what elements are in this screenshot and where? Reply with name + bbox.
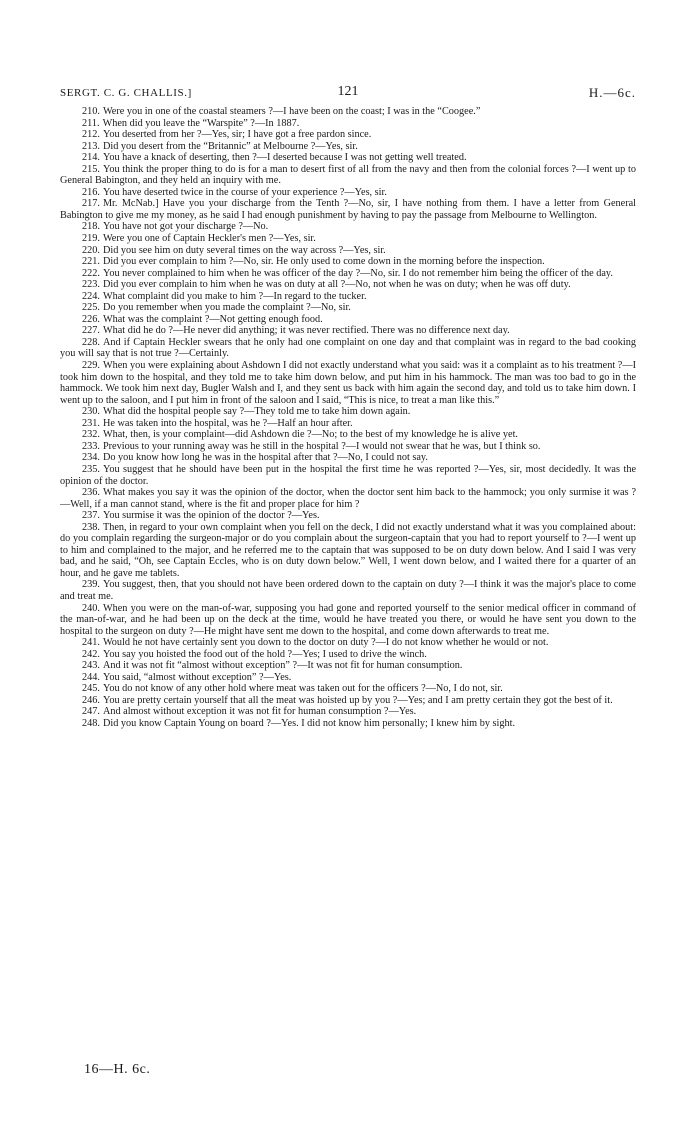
question-number: 214. xyxy=(82,152,100,164)
question-paragraph xyxy=(60,637,636,649)
question-paragraph xyxy=(60,360,636,406)
question-text: Mr. McNab.] Have you your discharge from the Tenth ?—No, sir, I have nothing from them. I have a letter from General Babington to give me my money, as he said I had enough punishment by having to pay the passage from Melbourne to Wellington. xyxy=(60,198,636,221)
question-number: 217. xyxy=(82,198,100,210)
question-paragraph xyxy=(60,256,636,268)
question-text: Did you desert from the “Britannic” at Melbourne ?—Yes, sir. xyxy=(102,140,358,152)
question-paragraph xyxy=(60,718,636,730)
question-text: What did the hospital people say ?—They told me to take him down again. xyxy=(102,406,411,418)
question-paragraph xyxy=(60,129,636,141)
page-number: 121 xyxy=(337,84,359,99)
question-text: Then, in regard to your own complaint when you fell on the deck, I did not exactly understand what it was you complained about: do you complain regarding the surgeon-major or do you complain about the surgeon-captain that you had to report yourself to ?—I went up to him and complained to the major, and he referred me to the captain that was supposed to be on duty down below. And I said I was very bad, and he said, “Oh, see Captain Eccles, who is on duty down below.” Well, I went down below, and I waited there for a quarter of an hour, and he gave me tablets. xyxy=(60,521,636,579)
question-text: Previous to your running away was he still in the hospital ?—I would not swear that he was, but I think so. xyxy=(102,440,541,452)
question-text: You have deserted twice in the course of your experience ?—Yes, sir. xyxy=(102,186,387,198)
question-paragraph xyxy=(60,660,636,672)
question-text: And it was not fit “almost without exception” ?—It was not fit for human consumption. xyxy=(102,660,463,672)
question-text: Were you in one of the coastal steamers ?—I have been on the coast; I was in the “Coogee.” xyxy=(102,106,481,117)
page-header xyxy=(60,86,636,104)
question-text: Were you one of Captain Heckler's men ?—Yes, sir. xyxy=(102,233,316,245)
question-number: 221. xyxy=(82,256,100,268)
question-text: What did he do ?—He never did anything; it was never rectified. There was no difference next day. xyxy=(102,325,510,337)
question-number: 237. xyxy=(82,510,100,522)
question-text: And almost without exception it was not fit for human consumption ?—Yes. xyxy=(102,706,417,718)
question-text: When you were on the man-of-war, supposing you had gone and reported yourself to the senior medical officer in command of the man-of-war, and he had been up on the deck at the time, would he have treated you there, or would he have sent you down to the hospital to the surgeon on duty ?—He might have sent me down to the hospital, and come down afterwards to treat me. xyxy=(60,602,636,637)
question-paragraph xyxy=(60,152,636,164)
question-text: Did you see him on duty several times on the way across ?—Yes, sir. xyxy=(102,244,386,256)
question-number: 235. xyxy=(82,463,100,475)
question-paragraph xyxy=(60,233,636,245)
question-paragraph xyxy=(60,337,636,360)
question-paragraph xyxy=(60,291,636,303)
question-number: 227. xyxy=(82,325,100,337)
question-number: 212. xyxy=(82,129,100,141)
question-number: 219. xyxy=(82,233,100,245)
question-number: 241. xyxy=(82,637,100,649)
question-paragraph xyxy=(60,683,636,695)
question-paragraph xyxy=(60,649,636,661)
question-paragraph xyxy=(60,441,636,453)
question-text: What makes you say it was the opinion of the doctor, when the doctor sent him back to the hammock; you only surmise it was ?—Well, if a man cannot stand, where is the fit and proper place for him ? xyxy=(60,487,636,510)
question-number: 224. xyxy=(82,290,100,302)
question-number: 240. xyxy=(82,602,100,614)
question-text: Did you ever complain to him ?—No, sir. He only used to come down in the morning before the inspection. xyxy=(102,256,545,268)
question-paragraph xyxy=(60,672,636,684)
question-paragraph xyxy=(60,268,636,280)
question-paragraph xyxy=(60,464,636,487)
question-text: You deserted from her ?—Yes, sir; I have got a free pardon since. xyxy=(102,129,372,141)
question-paragraph xyxy=(60,522,636,580)
question-number: 228. xyxy=(82,336,100,348)
question-text: What was the complaint ?—Not getting enough food. xyxy=(102,313,323,325)
question-number: 234. xyxy=(82,452,100,464)
question-number: 239. xyxy=(82,579,100,591)
question-number: 222. xyxy=(82,267,100,279)
document-reference: H.—6c. xyxy=(588,85,636,100)
question-text: You said, “almost without exception” ?—Yes. xyxy=(102,671,292,683)
question-number: 210. xyxy=(82,106,100,117)
question-paragraph xyxy=(60,302,636,314)
question-paragraph xyxy=(60,510,636,522)
question-number: 229. xyxy=(82,360,100,372)
question-text: And if Captain Heckler swears that he only had one complaint on one day and that complaint was in regard to the bad cooking you will say that is not true ?—Certainly. xyxy=(60,336,636,360)
question-paragraph xyxy=(60,245,636,257)
question-text: You have a knack of deserting, then ?—I deserted because I was not getting well treated. xyxy=(102,152,467,164)
question-number: 242. xyxy=(82,648,100,660)
question-text: What complaint did you make to him ?—In regard to the tucker. xyxy=(102,290,367,302)
question-text: He was taken into the hospital, was he ?—Half an hour after. xyxy=(102,417,353,429)
testimony-body xyxy=(60,106,636,730)
question-text: You suggest, then, that you should not have been ordered down to the captain on duty ?—I think it was the major's place to come and treat me. xyxy=(60,579,636,602)
question-number: 213. xyxy=(82,140,100,152)
question-number: 230. xyxy=(82,406,100,418)
question-paragraph xyxy=(60,706,636,718)
question-number: 233. xyxy=(82,440,100,452)
question-text: Do you remember when you made the complaint ?—No, sir. xyxy=(102,302,351,314)
question-paragraph xyxy=(60,141,636,153)
question-number: 238. xyxy=(82,521,100,533)
question-text: You are pretty certain yourself that all the meat was hoisted up by you ?—Yes; and I am pretty certain they got the best of it. xyxy=(102,694,613,706)
question-number: 246. xyxy=(82,694,100,706)
question-number: 216. xyxy=(82,186,100,198)
question-paragraph xyxy=(60,487,636,510)
question-number: 244. xyxy=(82,671,100,683)
question-number: 211. xyxy=(82,117,100,129)
question-number: 232. xyxy=(82,429,100,441)
question-paragraph xyxy=(60,429,636,441)
question-text: Would he not have certainly sent you down to the doctor on duty ?—I do not know whether he would or not. xyxy=(102,637,549,649)
question-text: You never complained to him when he was officer of the day ?—No, sir. I do not remember him being the officer of the day. xyxy=(102,267,613,279)
question-text: Did you know Captain Young on board ?—Yes. I did not know him personally; I knew him by sight. xyxy=(102,717,516,729)
question-paragraph xyxy=(60,695,636,707)
question-paragraph xyxy=(60,325,636,337)
question-paragraph xyxy=(60,579,636,602)
question-text: Did you ever complain to him when he was on duty at all ?—No, not when he was on duty; when he was off duty. xyxy=(102,279,571,291)
question-number: 220. xyxy=(82,244,100,256)
question-text: When did you leave the “Warspite” ?—In 1887. xyxy=(102,117,300,129)
question-text: You have not got your discharge ?—No. xyxy=(102,221,269,233)
question-paragraph xyxy=(60,452,636,464)
question-paragraph xyxy=(60,603,636,638)
question-number: 218. xyxy=(82,221,100,233)
question-number: 243. xyxy=(82,660,100,672)
question-paragraph xyxy=(60,164,636,187)
running-head-left: SERGT. C. G. CHALLIS.] xyxy=(60,87,192,99)
question-number: 236. xyxy=(82,487,100,499)
question-number: 223. xyxy=(82,279,100,291)
question-paragraph xyxy=(60,406,636,418)
signature-mark: 16—H. 6c. xyxy=(84,1062,151,1077)
question-paragraph xyxy=(60,314,636,326)
question-number: 226. xyxy=(82,313,100,325)
question-text: What, then, is your complaint—did Ashdown die ?—No; to the best of my knowledge he is alive yet. xyxy=(102,429,518,441)
question-number: 215. xyxy=(82,163,100,175)
question-text: You surmise it was the opinion of the doctor ?—Yes. xyxy=(102,510,320,522)
question-number: 231. xyxy=(82,417,100,429)
question-number: 248. xyxy=(82,717,100,729)
question-text: Do you know how long he was in the hospital after that ?—No, I could not say. xyxy=(102,452,428,464)
question-text: You do not know of any other hold where meat was taken out for the officers ?—No, I do not, sir. xyxy=(102,683,503,695)
question-number: 225. xyxy=(82,302,100,314)
question-number: 247. xyxy=(82,706,100,718)
question-text: You think the proper thing to do is for a man to desert first of all from the navy and then from the colonial forces ?—I went up to General Babington, and they held an inquiry with me. xyxy=(60,163,636,187)
question-paragraph xyxy=(60,187,636,199)
question-paragraph xyxy=(60,221,636,233)
question-paragraph xyxy=(60,118,636,130)
question-paragraph xyxy=(60,106,636,118)
question-paragraph xyxy=(60,418,636,430)
question-text: When you were explaining about Ashdown I did not exactly understand what you said: was it a complaint as to his treatment ?—I took him down to the hospital, and they told me to take him down below, and put him in his hammock. The man was too bad to go in the hammock. We took him next day, Bugler Walsh and I, and they sent us back with him again the second day, and told us to take him down. I went up to the saloon, and I put him in front of the saloon and I said, “This is nice, to treat a man like this.” xyxy=(60,360,636,406)
question-text: You say you hoisted the food out of the hold ?—Yes; I used to drive the winch. xyxy=(102,648,427,660)
question-text: You suggest that he should have been put in the hospital the first time he was reported ?—Yes, sir, most decidedly. It was the opinion of the doctor. xyxy=(60,463,636,487)
question-paragraph xyxy=(60,279,636,291)
question-number: 245. xyxy=(82,683,100,695)
question-paragraph xyxy=(60,198,636,221)
